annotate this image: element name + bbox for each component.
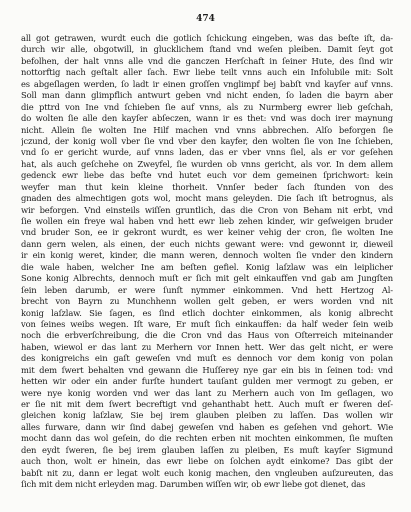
text-line: all got getrawen, wurdt euch die gotlich ſchickung eingeben, was das beſte iſt, da- xyxy=(21,33,393,43)
text-line: es abgeſlagen werden, ſo ladt ir einen groſſen vnglimpf bej babſt vnd kayſer auf vnns. xyxy=(21,78,393,89)
text-line: brecht von Bayrn zu Munchhenn wollen gelt geben, er wers worden vnd nit xyxy=(21,296,393,307)
text-line: hat, als auch geſchehe on Zweyfel, ſie wurden ob vnns gericht, als vor. In dem allem xyxy=(21,158,393,169)
text-line: nicht. Allein ſie wolten Ine Hilf machen vnd vnns abbrechen. Alſo beforgen ſie xyxy=(21,124,393,135)
text-line: hetten wir oder ein ander furſte hundert tauſant gulden mer vermogt zu geben, er xyxy=(21,376,393,387)
text-line: von ſeines weibs wegen. Iſt ware, Er muſt ſich einkauffen: da half weder ſein weib xyxy=(21,318,393,329)
text-line: nottorftig nach geſtalt aller ſach. Ewr liebe teilt vnns auch ein Infolubile mit: Solt xyxy=(21,67,393,78)
text-line: were nye konig worden vnd wer das lant zu Merhern auch von Im geſlagen, wo xyxy=(21,387,393,398)
text-line: do wolten ſie alle den kayſer abſeczen, wann ir es thet: vnd was doch irer maynung xyxy=(21,113,393,124)
text-line: ſie wollen ein freye wal haben vnd hett ewr lieb zehen kinder, wir geſweigen bruder xyxy=(21,216,393,226)
text-line: mocht dann das wol geſein, do die rechten erben nit mochten einkommen, ſie muſten xyxy=(21,433,393,444)
text-line: babſt nit zu, dann er legat wolt euch konig machen, den vngleuben auſzureuten, das xyxy=(21,467,393,478)
text-line: jczund, der konig woll vber ſie vnd vber den kayfer, den wolten ſie von Ine ſchieben, xyxy=(21,135,393,146)
text-line: durch wir alle, obgotwill, in glucklichem ſtand vnd weſen pleiben. Damit ſeyt got xyxy=(21,44,393,55)
text-line: mit dem ſwert behalten vnd gewann die Huſſerey nye gar ein bis in ſeinen tod: vnd xyxy=(21,364,393,375)
text-line: den eydt ſweren, ſie bej irem glauben laſſen zu pleiben, Es muſt kayſer Sigmund xyxy=(21,444,393,455)
text-line: ſein leben darumb, er were ſunſt nymmer einkommen. Vnd hett Hertzog Al- xyxy=(21,284,393,295)
text-line: wir beforgen. Vnd einsteils wiſſen gruntlich, das die Cron von Beham nit erbt, vnd xyxy=(21,204,393,215)
text-line: vnd bruder Son, ee ir gekront wurdt, es wer keiner vehig der cron, ſie wolten Ine xyxy=(21,227,393,238)
text-line: gleichen konig laſzlaw, Sie bej irem glauben pleiben zu laſſen. Das wollen wir xyxy=(21,410,393,421)
text-line: ir ein konig weret, kinder, die mann weren, dennoch wolten ſie vnder den kindern xyxy=(21,250,393,261)
text-line: Soll man dann glimpflich antwurt geben vnd nicht enden, ſo laden die bayrn aber xyxy=(21,90,393,101)
text-line: gedenck ewr liebe das beſte vnd hutet euch vor dem gemeinen ſprichwort: kein xyxy=(21,170,393,181)
text-line: alles furware, dann wir ſind dabej geweſen vnd haben es geſehen vnd gehort. Wie xyxy=(21,421,393,432)
text-line: gnaden des almechtigen gots wol, mocht mans geleyden. Die ſach iſt betrognus, als xyxy=(21,193,393,204)
text-line: weyfer man thut kein kleine thorheit. Vnnſer beder ſach ſtunden von des xyxy=(21,181,393,192)
text-line: die wale haben, welcher Ine am beſten gefiel. Konig laſzlaw was ein leiplicher xyxy=(21,261,393,272)
body-text xyxy=(21,33,393,491)
text-line: die pttrd von Ine vnd ſchieben ſie auf vnns, als zu Nurmberg ewrer lieb geſchah, xyxy=(21,101,393,112)
text-line: des konigreichs ein gaſt geweſen vnd muſt es dennoch vor dem konig von polan xyxy=(21,353,393,364)
text-line: Sone konig Albrechts, dennoch muſt er ſich mit gelt einkauffen vnd gab am Jungſten xyxy=(21,273,393,284)
text-line: konig laſzlaw. Sie ſagen, es ſind etlich dochter einkommen, als konig albrecht xyxy=(21,307,393,318)
text-line: er ſie nit mit dem ſwert becreftigt vnd gehanthabt hett. Auch muſt er ſweren deſ- xyxy=(21,399,393,409)
text-line: ſich mit dem nicht erleyden mag. Darumben wiſſen wir, ob ewr liebe got dienet, das xyxy=(21,479,366,490)
text-line: befolhen, der halt vnns alle vnd die ganczen Herſchaft in ſeiner Hute, des ſind wir xyxy=(21,55,393,66)
text-line: vnd ſo er gericht wurde, auf vnns laden, das er vber vnns ſiel, als er vor geſehen xyxy=(21,147,393,158)
text-line: auch thon, wolt er hinein, das ewr liebe on ſolchen aydt einkome? Das gibt der xyxy=(21,456,393,467)
page-number: 474 xyxy=(196,14,215,24)
text-line: noch die erbverſchreibung, die die Cron vnd das Haus von Oſterreich miteinander xyxy=(21,330,393,341)
text-line: dann gern welen, als einen, der euch nichts gewant were: vnd gewonnt ir, dieweil xyxy=(21,238,393,249)
text-line: haben, wiewol er das lant zu Merhern vor Innen hett. Wer das gelt nicht, er were xyxy=(21,341,393,352)
